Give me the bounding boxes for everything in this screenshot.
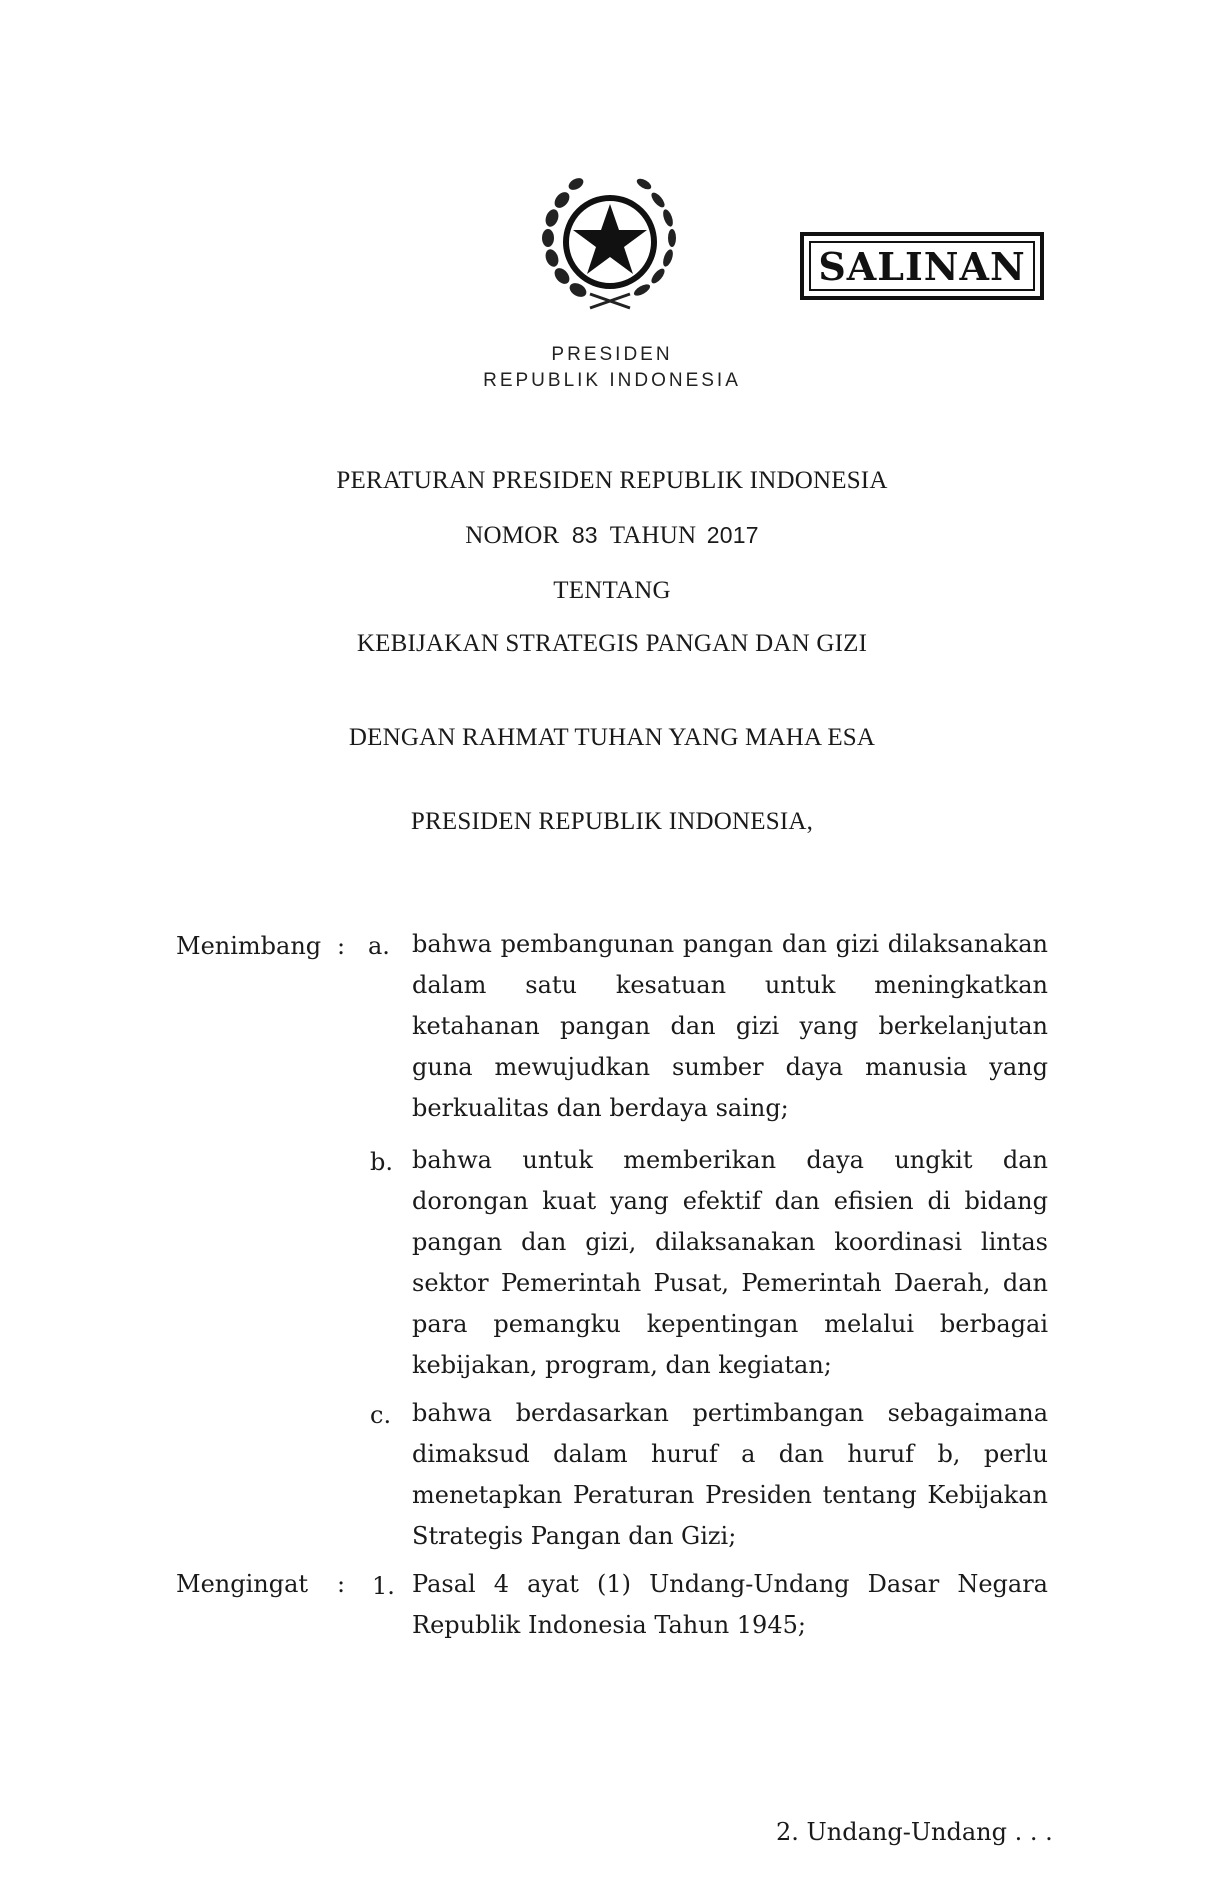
clause-marker: 1. [372,1572,395,1600]
nomor-label: NOMOR [465,522,560,549]
regulation-subject: KEBIJAKAN STRATEGIS PANGAN DAN GIZI [356,630,868,657]
office-line-2: REPUBLIK INDONESIA [483,370,741,391]
clause-marker: a. [368,932,390,960]
clause-text: bahwa untuk memberikan daya ungkit dan dorongan kuat yang efektif dan efisien di bidang pangan dan gizi, dilaksanakan koordinasi lintas sektor Pemerintah Pusat, Pemerintah Daerah, dan para pemangku kepentingan melalui berbagai kebijakan, program, dan kegiatan; [412,1146,1048,1379]
menimbang-colon: : [337,932,346,960]
clause-text: Pasal 4 ayat (1) Undang-Undang Dasar Negara Republik Indonesia Tahun 1945; [412,1570,1048,1639]
mengingat-label: Mengingat [176,1570,309,1598]
mengingat-colon: : [337,1570,346,1598]
office-line-1: PRESIDEN [551,344,673,365]
clause-text: bahwa berdasarkan pertimbangan sebagaimana dimaksud dalam huruf a dan huruf b, perlu menetapkan Peraturan Presiden tentang Kebijakan Strategis Pangan dan Gizi; [412,1399,1048,1550]
menimbang-label: Menimbang [176,932,322,960]
preamble-invocation: DENGAN RAHMAT TUHAN YANG MAHA ESA [348,724,876,751]
stamp-text: SALINAN [818,243,1026,289]
tahun-value: 2017 [706,522,759,548]
presidential-emblem-icon [530,160,690,320]
nomor-value: 83 [571,522,598,548]
next-page-reference: 2. Undang-Undang . . . [776,1818,1053,1846]
tahun-label: TAHUN [609,522,697,549]
regulation-title: PERATURAN PRESIDEN REPUBLIK INDONESIA [336,467,888,494]
copy-stamp [800,232,1044,300]
clause-marker: b. [370,1148,393,1176]
preamble-authority: PRESIDEN REPUBLIK INDONESIA, [410,808,814,835]
clause-marker: c. [370,1401,392,1429]
tentang-line: TENTANG [553,577,671,604]
regulation-number [0,522,1224,550]
clause-text: bahwa pembangunan pangan dan gizi dilaksanakan dalam satu kesatuan untuk meningkatkan ketahanan pangan dan gizi yang berkelanjutan guna mewujudkan sumber daya manusia yang berkualitas dan berdaya saing; [412,930,1048,1122]
